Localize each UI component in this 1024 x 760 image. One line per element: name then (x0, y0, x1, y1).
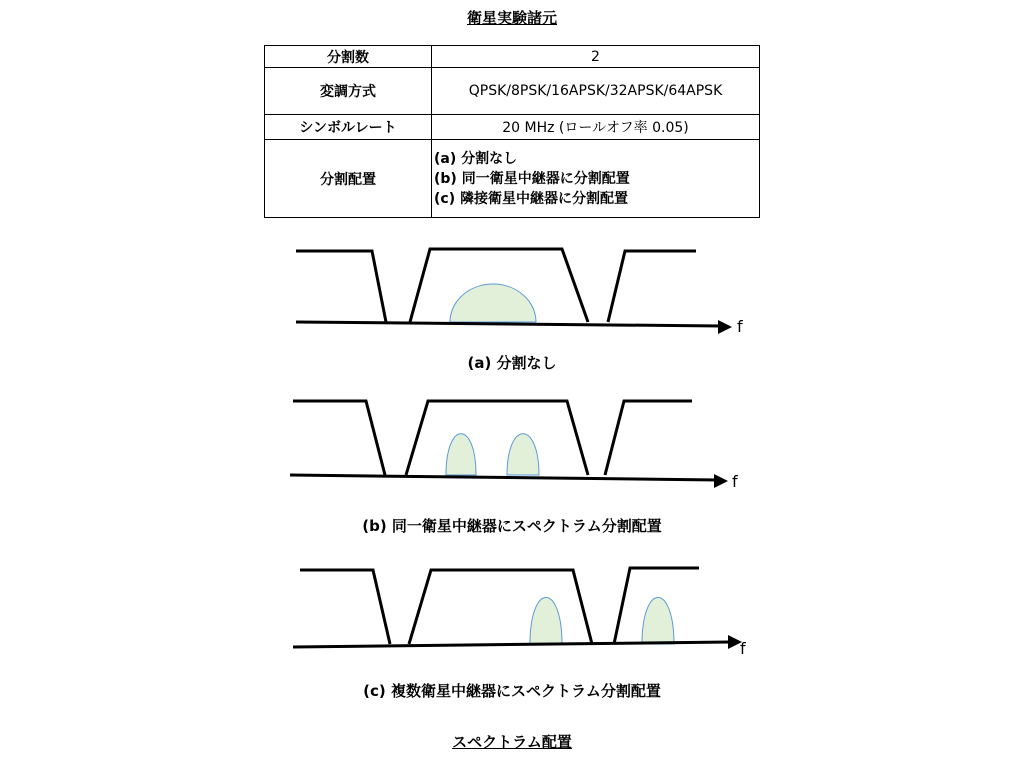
frequency-axis (290, 475, 718, 480)
table-row (265, 46, 760, 68)
axis-label-f: f (732, 472, 738, 490)
spec-value: 20 MHz (ロールオフ率 0.05) (432, 115, 760, 140)
figure-title: スペクトラム配置 (452, 733, 572, 751)
spec-table (264, 45, 760, 218)
spec-value: 2 (432, 46, 760, 68)
table-row (265, 140, 760, 218)
caption-b: (b) 同一衛星中継器にスペクトラム分割配置 (362, 517, 662, 535)
spec-key: 分割配置 (265, 140, 432, 218)
transponder-main (406, 401, 588, 475)
transponder-left-edge (293, 401, 385, 475)
spectrum-diagram-c (0, 560, 1024, 665)
spectrum-diagram-b (0, 390, 1024, 490)
caption-c: (c) 複数衛星中継器にスペクトラム分割配置 (363, 682, 661, 700)
transponder-main (409, 570, 592, 644)
signal-spectrum (446, 434, 476, 475)
signal-spectrum (530, 598, 562, 645)
spectrum-diagram-a (0, 236, 1024, 346)
arrangement-option: (c) 隣接衛星中継器に分割配置 (434, 190, 628, 207)
table-title: 衛星実験諸元 (466, 9, 557, 27)
frequency-axis (296, 322, 722, 326)
axis-label-f: f (737, 317, 743, 336)
table-row (265, 68, 760, 115)
transponder-left-edge (300, 570, 390, 644)
table-row (265, 115, 760, 140)
transponder-left-edge (296, 251, 386, 322)
spec-key: 変調方式 (265, 68, 432, 115)
signal-spectrum (450, 284, 536, 322)
axis-label-f: f (740, 639, 746, 658)
arrow-head (718, 320, 732, 334)
transponder-right-edge (608, 251, 696, 322)
arrangement-option: (b) 同一衛星中継器に分割配置 (434, 170, 630, 187)
spec-value-list (432, 140, 760, 218)
signal-spectrum (507, 434, 539, 475)
signal-spectrum (642, 598, 674, 645)
caption-a: (a) 分割なし (467, 354, 557, 372)
arrangement-option: (a) 分割なし (434, 150, 518, 167)
spec-key: シンボルレート (265, 115, 432, 140)
spec-key: 分割数 (265, 46, 432, 68)
arrow-head (714, 474, 728, 488)
spec-value: QPSK/8PSK/16APSK/32APSK/64APSK (432, 68, 760, 115)
transponder-right-edge (605, 401, 692, 475)
